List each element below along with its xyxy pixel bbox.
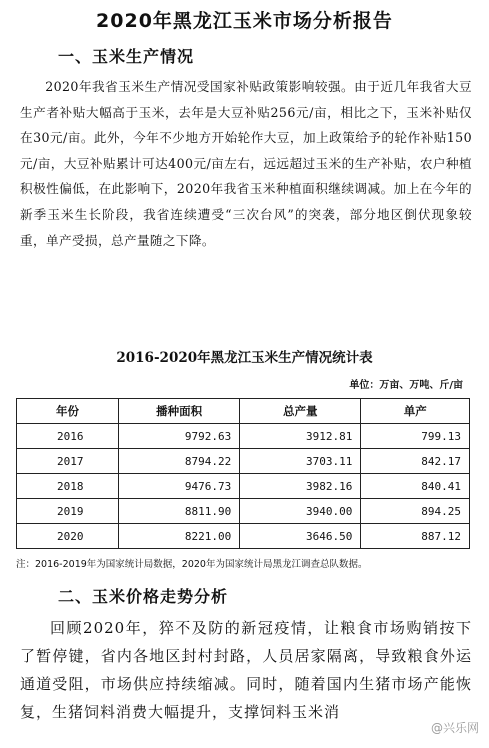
- cell-output: 3982.16: [240, 474, 361, 499]
- cell-yield: 799.13: [361, 424, 470, 449]
- production-stats-table: [16, 398, 470, 549]
- table-note: 注：2016-2019年为国家统计局数据，2020年为国家统计局黑龙江调查总队数据。: [16, 559, 368, 570]
- header-output: 总产量: [240, 399, 361, 424]
- cell-area: 9476.73: [119, 474, 240, 499]
- table-row: [17, 449, 470, 474]
- cell-yield: 842.17: [361, 449, 470, 474]
- price-paragraph: 回顾2020年，猝不及防的新冠疫情，让粮食市场购销按下了暂停键，省内各地区封村封路，人员居家隔离，导致粮食外运通道受阻，市场供应持续缩减。同时，随着国内生猪市场产能恢复，生猪饲料消费大幅提升，支撑饲料玉米消: [20, 619, 472, 721]
- header-area: 播种面积: [119, 399, 240, 424]
- section-heading-price: 二、玉米价格走势分析: [58, 587, 229, 606]
- table-title: 2016-2020年黑龙江玉米生产情况统计表: [116, 350, 373, 366]
- watermark: @兴乐网: [430, 721, 479, 735]
- cell-yield: 894.25: [361, 499, 470, 524]
- table-row: [17, 474, 470, 499]
- cell-output: 3940.00: [240, 499, 361, 524]
- section-heading-production: 一、玉米生产情况: [58, 47, 195, 66]
- header-year: 年份: [17, 399, 119, 424]
- cell-area: 9792.63: [119, 424, 240, 449]
- table-row: [17, 424, 470, 449]
- table-header-row: [17, 399, 470, 424]
- cell-year: 2020: [17, 524, 119, 549]
- cell-output: 3646.50: [240, 524, 361, 549]
- cell-year: 2016: [17, 424, 119, 449]
- cell-area: 8811.90: [119, 499, 240, 524]
- cell-yield: 887.12: [361, 524, 470, 549]
- production-paragraph: 2020年我省玉米生产情况受国家补贴政策影响较强。由于近几年我省大豆生产者补贴大幅高于玉米，去年是大豆补贴256元/亩，相比之下，玉米补贴仅在30元/亩。此外，今年不少地方开始轮作大豆，加上政策给予的轮作补贴150元/亩，大豆补贴累计可达400元/亩左右，远远超过玉米的生产补贴，农户种植积极性偏低，在此影响下，2020年我省玉米种植面积继续调减。加上在今年的新季玉米生长阶段，我省连续遭受“三次台风”的突袭，部分地区倒伏现象较重，单产受损，总产量随之下降。: [20, 79, 472, 248]
- document-title: 2020年黑龙江玉米市场分析报告: [96, 10, 393, 32]
- cell-year: 2017: [17, 449, 119, 474]
- table-unit: 单位：万亩、万吨、斤/亩: [349, 380, 463, 391]
- cell-year: 2018: [17, 474, 119, 499]
- cell-output: 3703.11: [240, 449, 361, 474]
- header-yield: 单产: [361, 399, 470, 424]
- table-row: [17, 499, 470, 524]
- cell-yield: 840.41: [361, 474, 470, 499]
- cell-year: 2019: [17, 499, 119, 524]
- cell-area: 8221.00: [119, 524, 240, 549]
- cell-area: 8794.22: [119, 449, 240, 474]
- cell-output: 3912.81: [240, 424, 361, 449]
- table-row: [17, 524, 470, 549]
